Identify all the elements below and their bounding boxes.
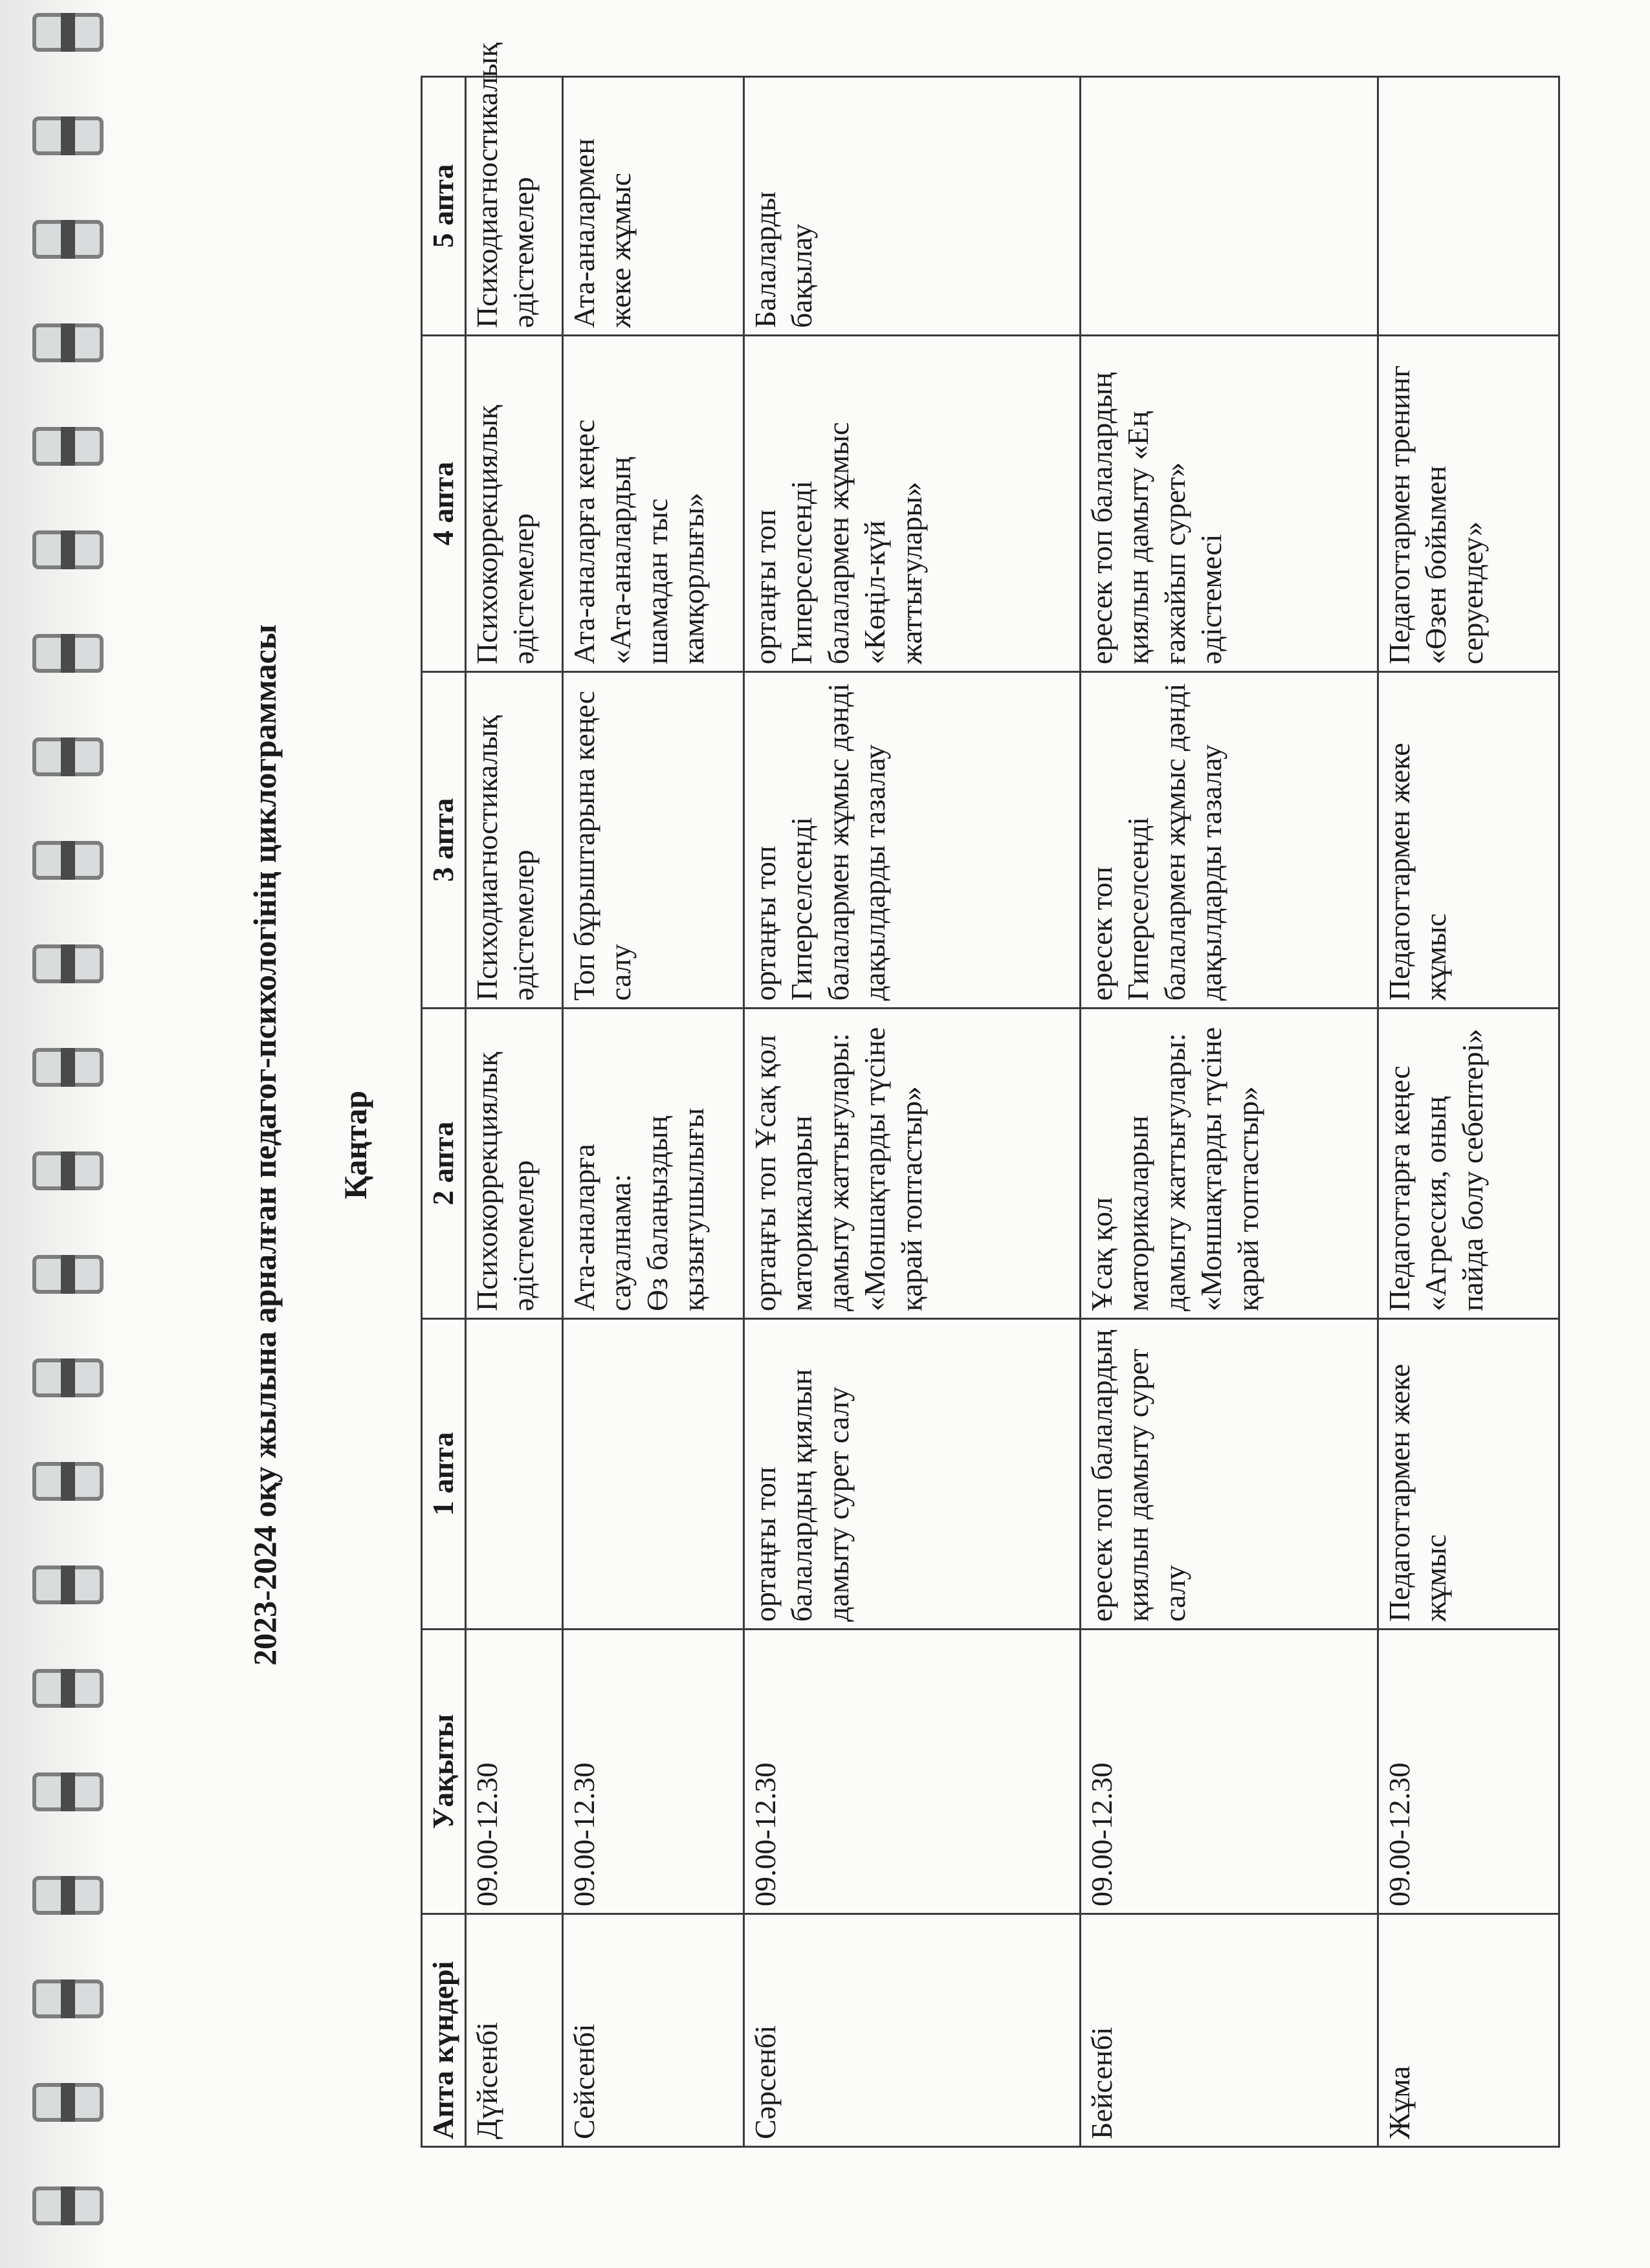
activity-cell: ортаңғы топ Гиперселсенді балалармен жұмыс дәнді дақылдарды тазалау: [743, 672, 1080, 1009]
binding-ring: [32, 530, 104, 569]
binding-ring: [32, 323, 104, 362]
header-week-1: 1 апта: [422, 1319, 466, 1630]
binding-ring: [32, 1151, 104, 1190]
binding-ring: [32, 841, 104, 880]
activity-cell: ортаңғы топ балалардың қиялын дамыту сурет салу: [743, 1319, 1080, 1630]
binding-ring: [32, 1048, 104, 1087]
binding-ring: [32, 1255, 104, 1294]
header-days: Апта күндері: [422, 1914, 466, 2147]
activity-cell: ортаңғы топ Ұсақ қол маторикаларын дамыту жаттығулары: «Моншақтарды түсіне қарай топтастыр»: [743, 1009, 1080, 1319]
activity-cell: [562, 1319, 743, 1630]
binding-ring: [32, 116, 104, 155]
header-week-3: 3 апта: [422, 672, 466, 1009]
activity-cell: Ұсақ қол маторикаларын дамыту жаттығулары: «Моншақтарды түсіне қарай топтастыр»: [1080, 1009, 1378, 1319]
activity-cell: [1378, 77, 1559, 336]
activity-cell: Педагогтармен жеке жұмыс: [1378, 1319, 1559, 1630]
time-cell: 09.00-12.30: [1378, 1630, 1559, 1914]
activity-cell: Ата-аналармен жеке жұмыс: [562, 77, 743, 336]
month-heading: Қаңтар: [337, 1090, 373, 1200]
header-week-2: 2 апта: [422, 1009, 466, 1319]
time-cell: 09.00-12.30: [465, 1630, 562, 1914]
cyclogram-table: [421, 42, 1560, 2148]
day-cell: Сәрсенбі: [743, 1914, 1080, 2147]
spiral-binding: [0, 0, 116, 2268]
binding-ring: [32, 1462, 104, 1501]
binding-ring: [32, 13, 104, 52]
activity-cell: Педагогтарға кеңес «Агрессия, оның пайда болу себептері»: [1378, 1009, 1559, 1319]
binding-ring: [32, 634, 104, 673]
table-row: [1378, 77, 1559, 2147]
rotated-page: [168, 42, 1631, 2225]
activity-cell: ортаңғы топ Гиперселсенді балалармен жұмыс «Көңіл-күй жаттығулары»: [743, 336, 1080, 672]
binding-ring: [32, 2083, 104, 2122]
activity-cell: Педагогтармен тренинг «Өзен бойымен серуендеу»: [1378, 336, 1559, 672]
day-cell: Бейсенбі: [1080, 1914, 1378, 2147]
table-row: [743, 77, 1080, 2147]
day-cell: Сейсенбі: [562, 1914, 743, 2147]
activity-cell: Педагогтармен жеке жұмыс: [1378, 672, 1559, 1009]
activity-cell: Ата-аналарға сауалнама: Өз балаңыздың қызығушылығы: [562, 1009, 743, 1319]
binding-ring: [32, 1979, 104, 2018]
activity-cell: Психодиагностикалық әдістемелер: [465, 77, 562, 336]
day-cell: Жұма: [1378, 1914, 1559, 2147]
header-row: [422, 77, 466, 2147]
activity-cell: Ата-аналарға кеңес «Ата-аналардың шамадан тыс камқорлығы»: [562, 336, 743, 672]
activity-cell: ересек топ балалардың қиялын дамыту сурет салу: [1080, 1319, 1378, 1630]
binding-ring: [32, 1669, 104, 1708]
table-row: [465, 77, 562, 2147]
activity-cell: ересек топ балалардың қиялын дамыту «Ең ғажайып сурет» әдістемесі: [1080, 336, 1378, 672]
binding-ring: [32, 2186, 104, 2225]
header-week-4: 4 апта: [422, 336, 466, 672]
binding-ring: [32, 1565, 104, 1604]
binding-ring: [32, 220, 104, 259]
activity-cell: Психокоррекциялық әдістемелер: [465, 336, 562, 672]
activity-cell: Психокоррекциялық әдістемелер: [465, 1009, 562, 1319]
binding-ring: [32, 1772, 104, 1811]
binding-ring: [32, 427, 104, 466]
activity-cell: [465, 1319, 562, 1630]
activity-cell: Топ бұрыштарына кеңес салу: [562, 672, 743, 1009]
time-cell: 09.00-12.30: [743, 1630, 1080, 1914]
document-title: 2023-2024 оқу жылына арналған педагог-психологінің циклограммасы: [247, 624, 283, 1666]
time-cell: 09.00-12.30: [1080, 1630, 1378, 1914]
day-cell: Дүйсенбі: [465, 1914, 562, 2147]
binding-ring: [32, 737, 104, 776]
header-time: Уақыты: [422, 1630, 466, 1914]
time-cell: 09.00-12.30: [562, 1630, 743, 1914]
binding-ring: [32, 1876, 104, 1915]
table-row: [562, 77, 743, 2147]
table-row: [1080, 77, 1378, 2147]
activity-cell: ересек топ Гиперселсенді балалармен жұмыс дәнді дақылдарды тазалау: [1080, 672, 1378, 1009]
binding-ring: [32, 944, 104, 983]
header-week-5: 5 апта: [422, 77, 466, 336]
binding-ring: [32, 1358, 104, 1397]
activity-cell: Балаларды бақылау: [743, 77, 1080, 336]
activity-cell: Психодиагностикалық әдістемелер: [465, 672, 562, 1009]
activity-cell: [1080, 77, 1378, 336]
